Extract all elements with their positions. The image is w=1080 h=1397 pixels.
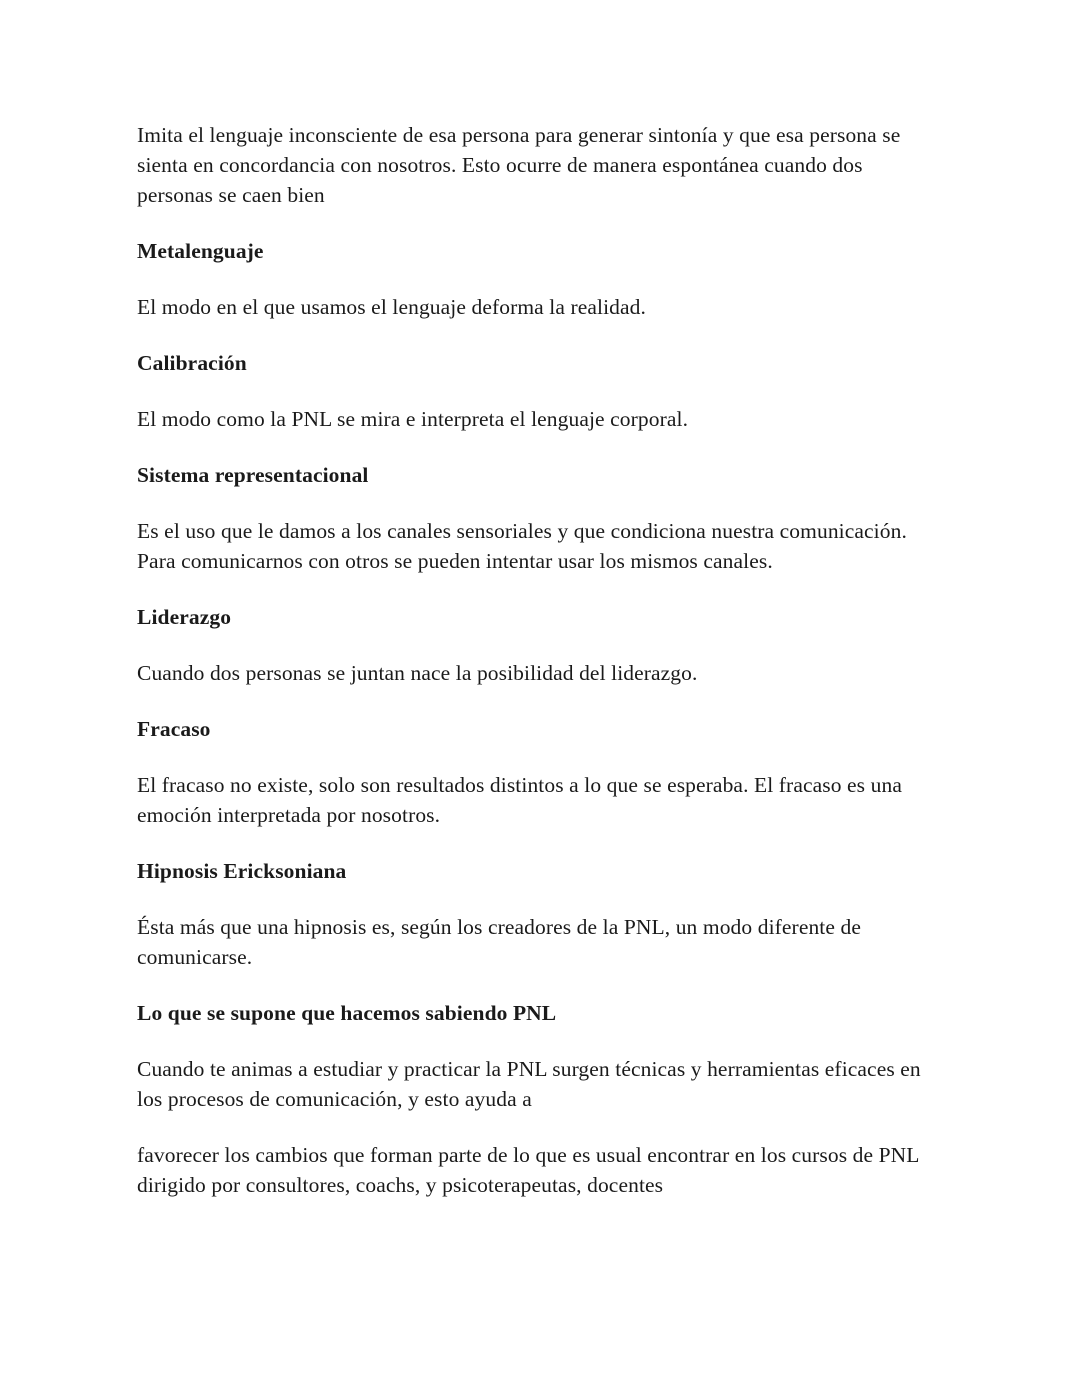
section-heading-fracaso: Fracaso <box>137 717 211 741</box>
paragraph-favorecer-cambios: favorecer los cambios que forman parte de lo que es usual encontrar en los cursos de PNL dirigido por consultores, coachs, y psicoterapeutas, docentes <box>137 1143 919 1197</box>
document-content <box>137 120 939 1226</box>
section-heading-calibracion: Calibración <box>137 351 247 375</box>
section-heading-metalenguaje: Metalenguaje <box>137 239 264 263</box>
paragraph-sistema: Es el uso que le damos a los canales sensoriales y que condiciona nuestra comunicación. Para comunicarnos con otros se pueden intentar usar los mismos canales. <box>137 519 907 573</box>
paragraph-metalenguaje: El modo en el que usamos el lenguaje deforma la realidad. <box>137 295 646 319</box>
paragraph-estudiar-pnl: Cuando te animas a estudiar y practicar la PNL surgen técnicas y herramientas eficaces en los procesos de comunicación, y esto ayuda a <box>137 1057 921 1111</box>
paragraph-fracaso: El fracaso no existe, solo son resultados distintos a lo que se esperaba. El fracaso es una emoción interpretada por nosotros. <box>137 773 902 827</box>
section-heading-lo-que-se-supone: Lo que se supone que hacemos sabiendo PNL <box>137 1001 557 1025</box>
paragraph-rapport: Imita el lenguaje inconsciente de esa persona para generar sintonía y que esa persona se sienta en concordancia con nosotros. Esto ocurre de manera espontánea cuando dos personas se caen bien <box>137 123 901 207</box>
paragraph-liderazgo: Cuando dos personas se juntan nace la posibilidad del liderazgo. <box>137 661 698 685</box>
paragraph-calibracion: El modo como la PNL se mira e interpreta el lenguaje corporal. <box>137 407 689 431</box>
section-heading-liderazgo: Liderazgo <box>137 605 232 629</box>
paragraph-hipnosis: Ésta más que una hipnosis es, según los creadores de la PNL, un modo diferente de comunicarse. <box>137 915 861 969</box>
section-heading-hipnosis: Hipnosis Ericksoniana <box>137 859 347 883</box>
section-heading-sistema: Sistema representacional <box>137 463 369 487</box>
